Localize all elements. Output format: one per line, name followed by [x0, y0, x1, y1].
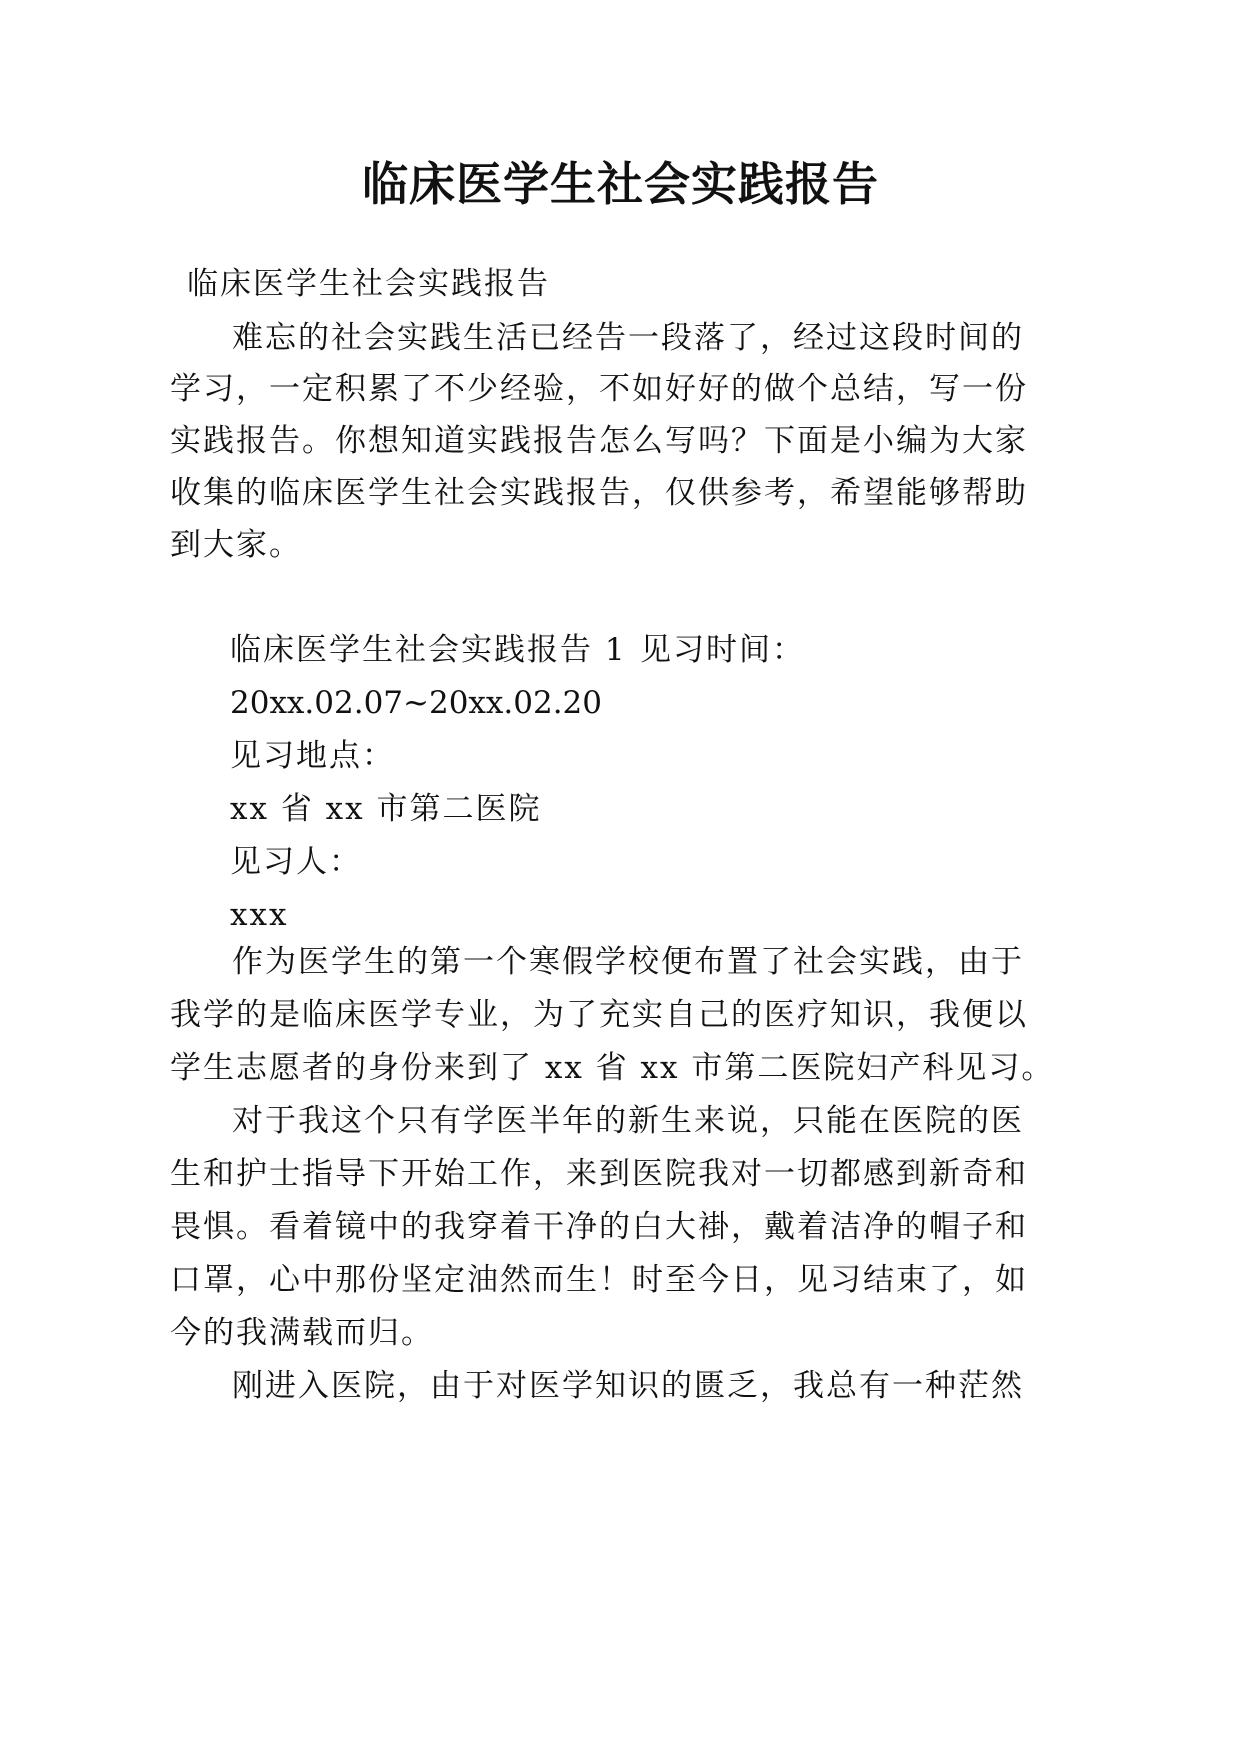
paragraph-line: 畏惧。看着镜中的我穿着干净的白大褂，戴着洁净的帽子和 [170, 1209, 1028, 1245]
intro-line: 实践报告。你想知道实践报告怎么写吗？下面是小编为大家 [170, 423, 1028, 459]
paragraph-line: 刚进入医院，由于对医学知识的匮乏，我总有一种茫然 [232, 1368, 1024, 1404]
person-value: xxx [230, 897, 289, 933]
paragraph-line: 生和护士指导下开始工作，来到医院我对一切都感到新奇和 [170, 1156, 1028, 1192]
intro-line: 到大家。 [170, 527, 302, 563]
time-value: 20xx.02.07~20xx.02.20 [230, 685, 602, 721]
intro-line: 难忘的社会实践生活已经告一段落了，经过这段时间的 [232, 320, 1024, 356]
paragraph-line: 作为医学生的第一个寒假学校便布置了社会实践，由于 [232, 944, 1024, 980]
intro-line: 学习，一定积累了不少经验，不如好好的做个总结，写一份 [170, 371, 1028, 407]
subtitle: 临床医学生社会实践报告 [187, 266, 550, 302]
time-label: 见习时间： [640, 632, 805, 668]
paragraph-line: 口罩，心中那份坚定油然而生！时至今日，见习结束了，如 [170, 1262, 1028, 1298]
place-value: xx 省 xx 市第二医院 [230, 791, 542, 827]
paragraph-line: 今的我满载而归。 [170, 1315, 434, 1351]
paragraph-line: 学生志愿者的身份来到了 xx 省 xx 市第二医院妇产科见习。 [170, 1050, 1055, 1086]
document-title: 临床医学生社会实践报告 [362, 157, 879, 211]
paragraph-line: 对于我这个只有学医半年的新生来说，只能在医院的医 [232, 1103, 1024, 1139]
intro-line: 收集的临床医学生社会实践报告，仅供参考，希望能够帮助 [170, 475, 1028, 511]
paragraph-line: 我学的是临床医学专业，为了充实自己的医疗知识，我便以 [170, 997, 1028, 1033]
place-label: 见习地点： [230, 738, 395, 774]
report-heading: 临床医学生社会实践报告 1 [230, 632, 627, 668]
person-label: 见习人： [230, 844, 362, 880]
